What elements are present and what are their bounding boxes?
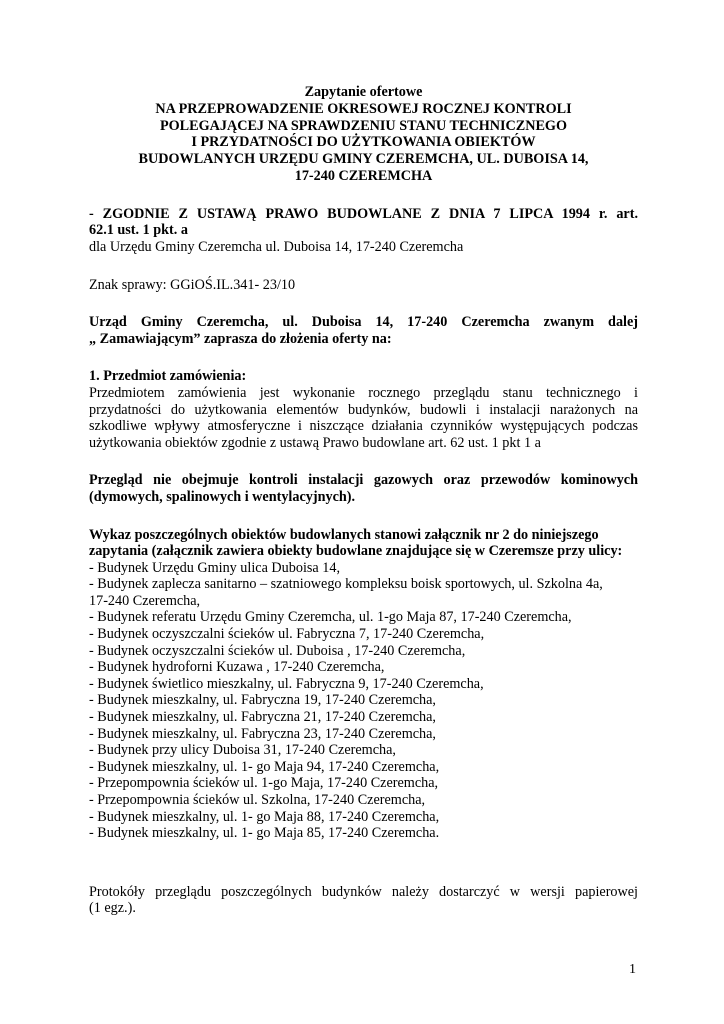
legal-basis-line: 62.1 ust. 1 pkt. a [89,222,188,239]
list-item: - Budynek mieszkalny, ul. Fabryczna 21, 17-240 Czeremcha, [89,709,436,726]
list-item: - Budynek przy ulicy Duboisa 31, 17-240 Czeremcha, [89,742,396,759]
exclusion-line: Przegląd nie obejmuje kontroli instalacji gazowych oraz przewodów kominowych [89,472,638,489]
section-heading: 1. Przedmiot zamówienia: [89,368,247,385]
page-number: 1 [629,962,636,977]
title-line: BUDOWLANYCH URZĘDU GMINY CZEREMCHA, UL. DUBOISA 14, [138,151,589,168]
title-line: POLEGAJĄCEJ NA SPRAWDZENIU STANU TECHNICZNEGO [159,117,568,134]
list-item: - Budynek Urzędu Gminy ulica Duboisa 14, [89,559,340,576]
protocols-note [89,884,638,917]
document-page [89,84,638,917]
title-line: I PRZYDATNOŚCI DO UŻYTKOWANIA OBIEKTÓW [191,134,536,151]
invitation [89,314,638,347]
objects-section [89,527,638,842]
title-line: NA PRZEPROWADZENIE OKRESOWEJ ROCZNEJ KONTROLI [155,100,572,117]
list-item: - Budynek mieszkalny, ul. 1- go Maja 94, 17-240 Czeremcha, [89,758,440,775]
legal-basis-line: - ZGODNIE Z USTAWĄ PRAWO BUDOWLANE Z DNIA 7 LIPCA 1994 r. art. [89,205,638,222]
objects-list [89,560,638,842]
list-item: - Budynek referatu Urzędu Gminy Czeremcha, ul. 1-go Maja 87, 17-240 Czeremcha, [89,609,572,626]
list-item: - Budynek hydroforni Kuzawa , 17-240 Czeremcha, [89,659,385,676]
invitation-line: Urząd Gminy Czeremcha, ul. Duboisa 14, 17-240 Czeremcha zwanym dalej [89,314,638,331]
protocols-line: (1 egz.). [89,900,136,917]
section-line: przydatności do użytkowania elementów budynków, budowli i instalacji narażonych na [89,401,638,418]
list-item: - Budynek mieszkalny, ul. Fabryczna 19, 17-240 Czeremcha, [89,692,436,709]
list-item: - Budynek oczyszczalni ścieków ul. Duboisa , 17-240 Czeremcha, [89,642,466,659]
objects-intro-line: zapytania (załącznik zawiera obiekty budowlane znajdujące się w Czeremsze przy ulicy: [89,543,623,560]
list-item: - Budynek zaplecza sanitarno – szatniowego kompleksu boisk sportowych, ul. Szkolna 4a, [89,576,603,593]
list-item: - Budynek mieszkalny, ul. 1- go Maja 88, 17-240 Czeremcha, [89,808,440,825]
list-item: - Przepompownia ścieków ul. 1-go Maja, 17-240 Czeremcha, [89,775,439,792]
exclusion-line: (dymowych, spalinowych i wentylacyjnych). [89,488,356,505]
legal-basis [89,206,638,256]
section-line: szkodliwe wpływy atmosferyczne i niszczące działania czynników występujących podczas [89,418,638,435]
section-subject [89,368,638,451]
document-title [89,84,638,185]
section-line: Przedmiotem zamówienia jest wykonanie rocznego przeglądu stanu technicznego i [89,384,638,401]
section-line: użytkowania obiektów zgodnie z ustawą Prawo budowlane art. 62 ust. 1 pkt 1 a [89,434,541,451]
objects-intro-line: Wykaz poszczególnych obiektów budowlanych stanowi załącznik nr 2 do niniejszego [89,526,599,543]
list-item: - Budynek oczyszczalni ścieków ul. Fabryczna 7, 17-240 Czeremcha, [89,626,485,643]
title-line: 17-240 CZEREMCHA [294,167,433,184]
invitation-line: „ Zamawiającym” zaprasza do złożenia oferty na: [89,330,392,347]
list-item: - Budynek mieszkalny, ul. Fabryczna 23, 17-240 Czeremcha, [89,725,436,742]
list-item: - Przepompownia ścieków ul. Szkolna, 17-240 Czeremcha, [89,792,426,808]
title-line: Zapytanie ofertowe [304,84,423,100]
protocols-line: Protokóły przeglądu poszczególnych budynków należy dostarczyć w wersji papierowej [89,883,638,900]
list-item: 17-240 Czeremcha, [89,592,201,609]
list-item: - Budynek mieszkalny, ul. 1- go Maja 85, 17-240 Czeremcha. [89,825,440,842]
case-number: Znak sprawy: GGiOŚ.IL.341- 23/10 [89,276,296,293]
recipient-line: dla Urzędu Gminy Czeremcha ul. Duboisa 14, 17-240 Czeremcha [89,238,464,255]
list-item: - Budynek świetlico mieszkalny, ul. Fabryczna 9, 17-240 Czeremcha, [89,675,484,692]
exclusion-note [89,472,638,505]
